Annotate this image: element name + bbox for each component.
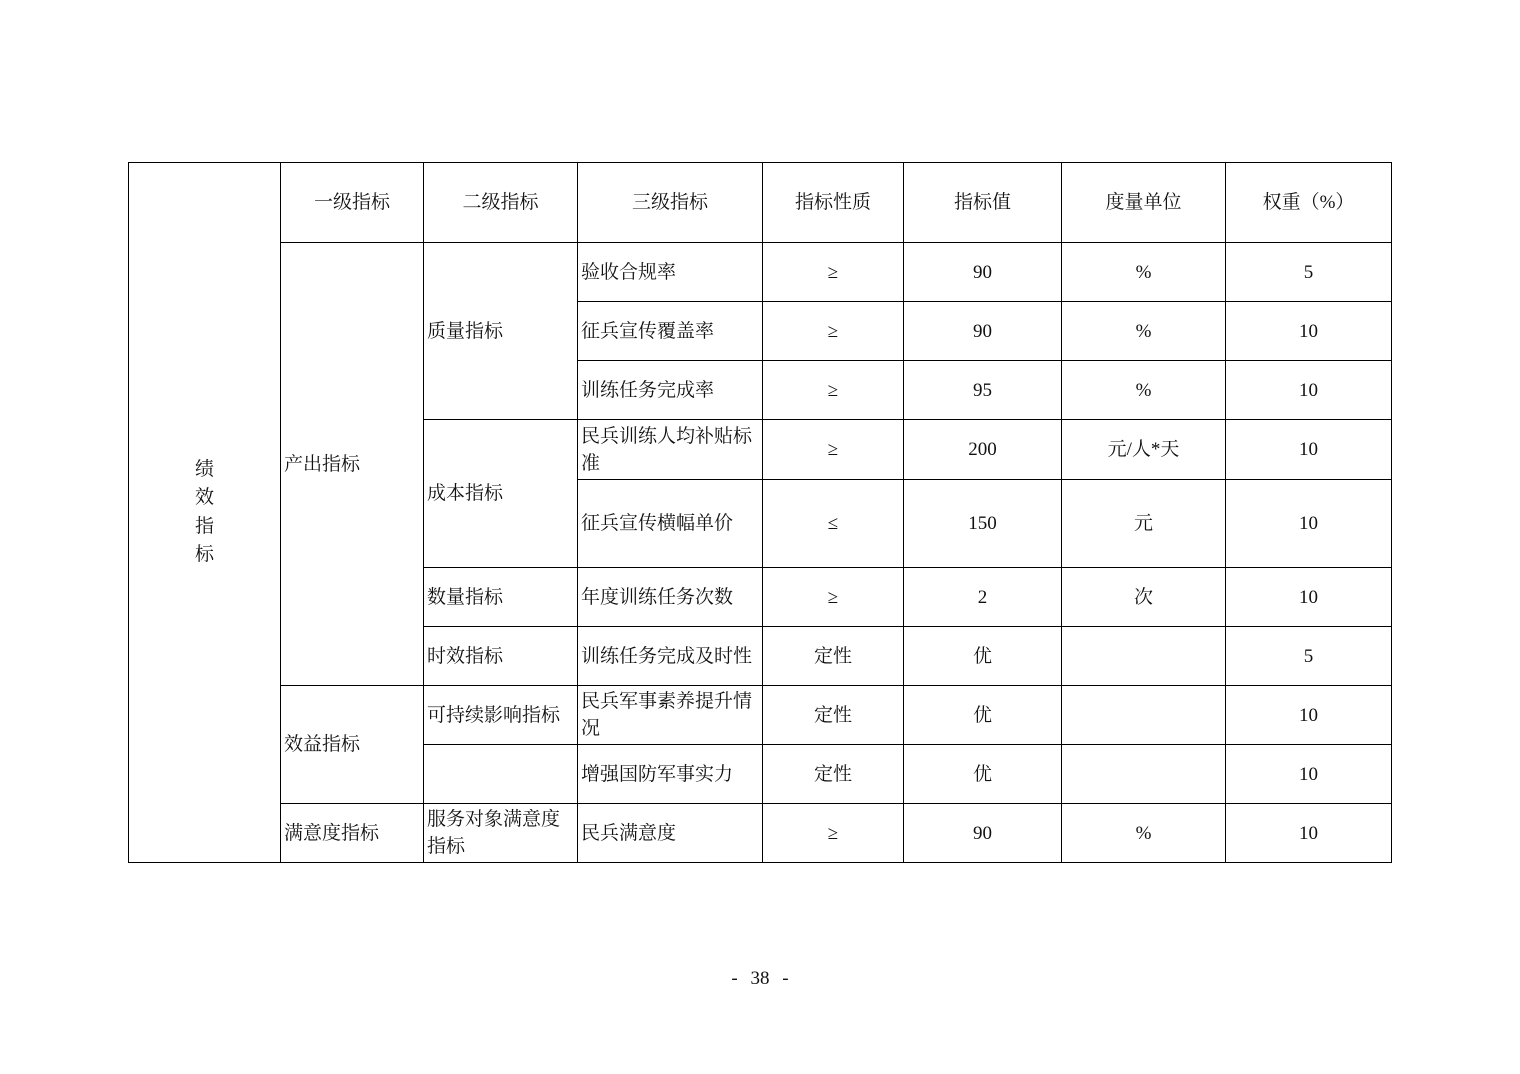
header-level1: 一级指标	[281, 163, 424, 243]
level1-cell: 产出指标	[281, 243, 424, 686]
side-label: 绩效指标	[195, 458, 215, 565]
nature-cell: 定性	[763, 686, 904, 745]
weight-cell: 10	[1226, 480, 1392, 568]
table-row	[129, 243, 1392, 302]
value-cell: 优	[904, 745, 1062, 804]
indicator-cell: 民兵军事素养提升情况	[578, 686, 763, 745]
value-cell: 优	[904, 627, 1062, 686]
level2-cell: 可持续影响指标	[424, 686, 578, 745]
level2-cell: 成本指标	[424, 420, 578, 568]
value-cell: 2	[904, 568, 1062, 627]
value-cell: 优	[904, 686, 1062, 745]
value-cell: 95	[904, 361, 1062, 420]
header-level2: 二级指标	[424, 163, 578, 243]
level2-cell: 服务对象满意度指标	[424, 804, 578, 863]
weight-cell: 10	[1226, 361, 1392, 420]
indicator-cell: 增强国防军事实力	[578, 745, 763, 804]
indicator-cell: 民兵训练人均补贴标准	[578, 420, 763, 480]
weight-cell: 10	[1226, 745, 1392, 804]
indicator-cell: 验收合规率	[578, 243, 763, 302]
unit-cell	[1062, 686, 1226, 745]
weight-cell: 10	[1226, 804, 1392, 863]
header-nature: 指标性质	[763, 163, 904, 243]
value-cell: 90	[904, 243, 1062, 302]
unit-cell: %	[1062, 804, 1226, 863]
weight-cell: 10	[1226, 686, 1392, 745]
indicator-cell: 征兵宣传横幅单价	[578, 480, 763, 568]
nature-cell: ≥	[763, 302, 904, 361]
value-cell: 150	[904, 480, 1062, 568]
weight-cell: 5	[1226, 627, 1392, 686]
header-value: 指标值	[904, 163, 1062, 243]
level1-cell: 满意度指标	[281, 804, 424, 863]
indicator-cell: 民兵满意度	[578, 804, 763, 863]
unit-cell: %	[1062, 243, 1226, 302]
page-number: - 38 -	[731, 968, 789, 989]
nature-cell: ≥	[763, 361, 904, 420]
unit-cell	[1062, 745, 1226, 804]
nature-cell: ≥	[763, 420, 904, 480]
header-unit: 度量单位	[1062, 163, 1226, 243]
indicator-cell: 年度训练任务次数	[578, 568, 763, 627]
unit-cell: %	[1062, 361, 1226, 420]
level2-cell: 数量指标	[424, 568, 578, 627]
nature-cell: ≥	[763, 243, 904, 302]
unit-cell	[1062, 627, 1226, 686]
nature-cell: 定性	[763, 627, 904, 686]
unit-cell: 元/人*天	[1062, 420, 1226, 480]
unit-cell: 元	[1062, 480, 1226, 568]
weight-cell: 10	[1226, 568, 1392, 627]
nature-cell: ≥	[763, 568, 904, 627]
level1-cell: 效益指标	[281, 686, 424, 804]
table-row	[129, 686, 1392, 745]
value-cell: 90	[904, 302, 1062, 361]
level2-cell: 质量指标	[424, 243, 578, 420]
value-cell: 200	[904, 420, 1062, 480]
weight-cell: 10	[1226, 420, 1392, 480]
header-level3: 三级指标	[578, 163, 763, 243]
side-label-cell	[129, 163, 281, 863]
nature-cell: ≥	[763, 804, 904, 863]
level2-cell	[424, 745, 578, 804]
weight-cell: 10	[1226, 302, 1392, 361]
performance-indicator-table	[128, 162, 1392, 863]
value-cell: 90	[904, 804, 1062, 863]
table-row	[129, 804, 1392, 863]
unit-cell: %	[1062, 302, 1226, 361]
table-header-row	[129, 163, 1392, 243]
indicator-cell: 训练任务完成率	[578, 361, 763, 420]
nature-cell: ≤	[763, 480, 904, 568]
indicator-cell: 征兵宣传覆盖率	[578, 302, 763, 361]
indicator-cell: 训练任务完成及时性	[578, 627, 763, 686]
level2-cell: 时效指标	[424, 627, 578, 686]
unit-cell: 次	[1062, 568, 1226, 627]
nature-cell: 定性	[763, 745, 904, 804]
weight-cell: 5	[1226, 243, 1392, 302]
header-weight: 权重（%）	[1226, 163, 1392, 243]
